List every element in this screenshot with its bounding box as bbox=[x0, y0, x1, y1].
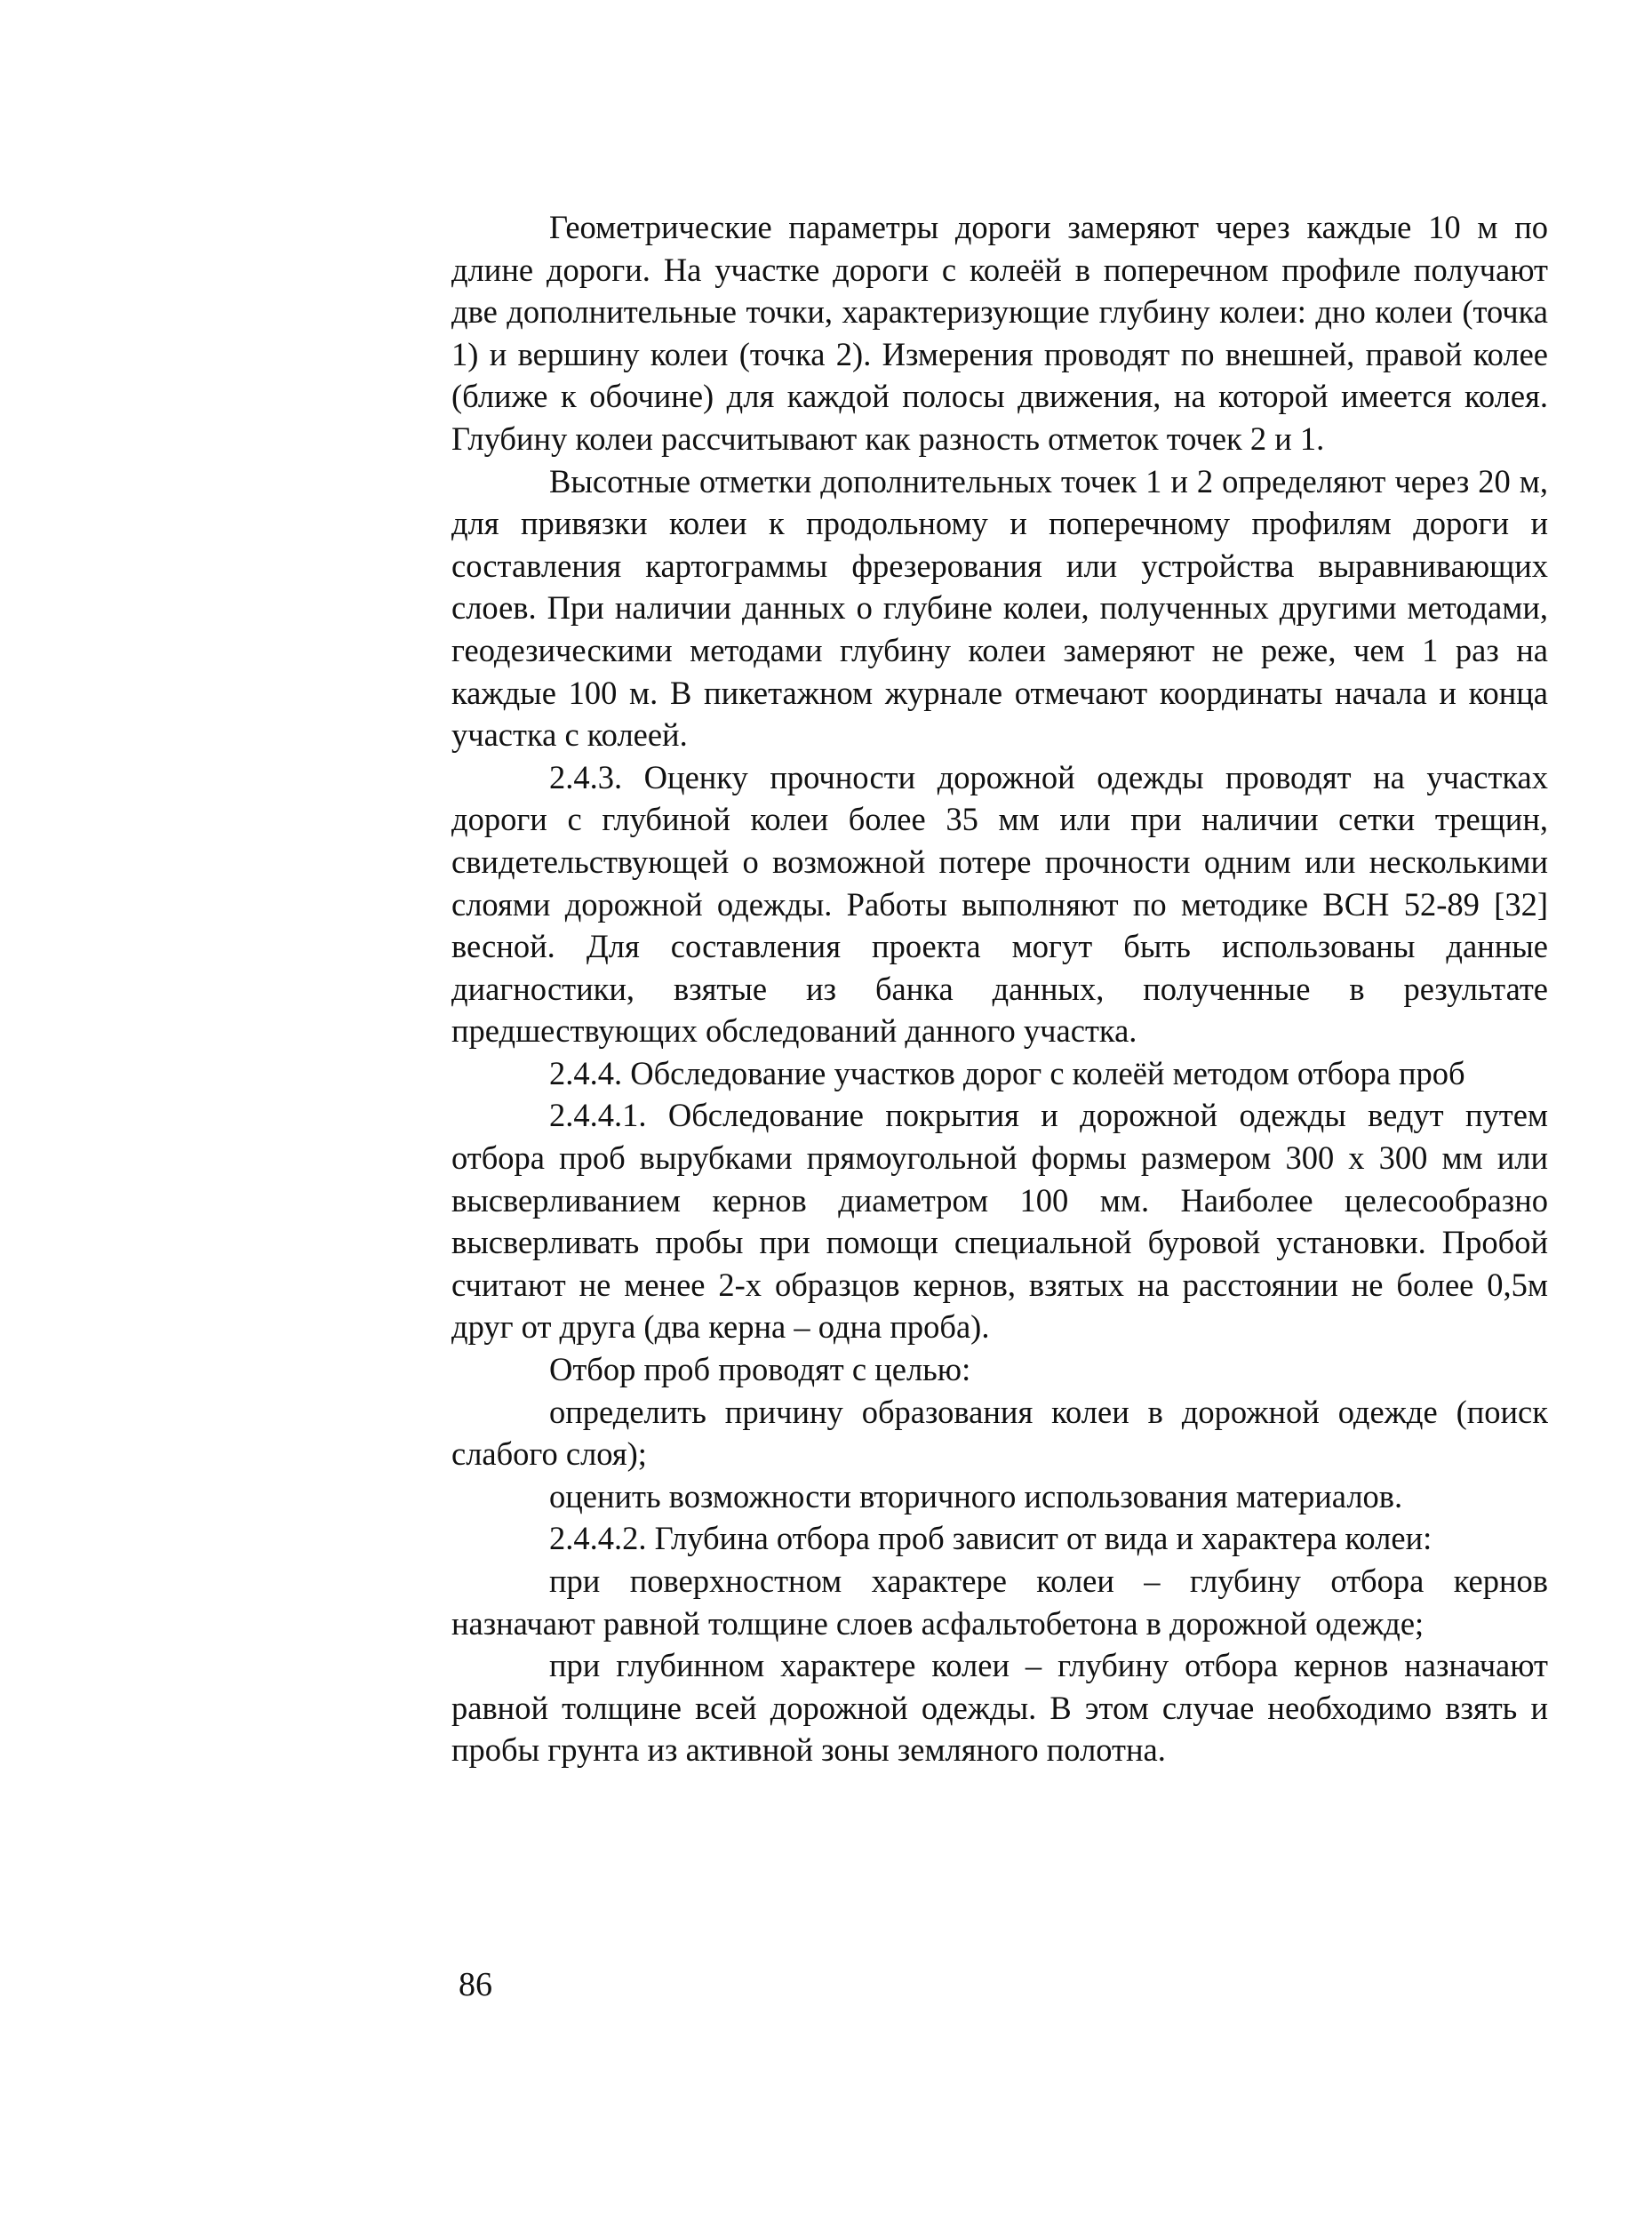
paragraph-surface-rut: при поверхностном характере колеи – глубину отбора кернов назначают равной толщине слоев асфальтобетона в дорожной одежде; bbox=[451, 1563, 1548, 1642]
page-body bbox=[451, 206, 1548, 1771]
paragraph-deep-rut: при глубинном характере колеи – глубину отбора кернов назначают равной толщине всей дорожной одежды. В этом случае необходимо взять и пробы грунта из активной зоны земляного полотна. bbox=[451, 1647, 1548, 1769]
paragraph-purpose-reuse: оценить возможности вторичного использования материалов. bbox=[549, 1477, 1403, 1515]
paragraph-section-2-4-4-heading: 2.4.4. Обследование участков дорог с колеёй методом отбора проб bbox=[549, 1054, 1465, 1091]
paragraph-section-2-4-4-2: 2.4.4.2. Глубина отбора проб зависит от вида и характера колеи: bbox=[549, 1520, 1433, 1557]
paragraph-purpose-cause: определить причину образования колеи в дорожной одежде (поиск слабого слоя); bbox=[451, 1393, 1548, 1473]
page-number: 86 bbox=[459, 1966, 492, 2003]
paragraph-measurement-geometry: Геометрические параметры дороги замеряют через каждые 10 м по длине дороги. На участке дороги с колеёй в поперечном профиле получают две дополнительные точки, характеризующие глубину колеи: дно колеи (точка 1) и вершину колеи (точка 2). Измерения проводят по внешней, правой колее (ближе к обочине) для каждой полосы движения, на которой имеется колея. Глубину колеи рассчитывают как разность отметок точек 2 и 1. bbox=[451, 209, 1548, 457]
paragraph-elevation-marks: Высотные отметки дополнительных точек 1 и 2 определяют через 20 м, для привязки колеи к продольному и поперечному профилям дороги и составления картограммы фрезерования или устройства выравнивающих слоев. При наличии данных о глубине колеи, полученных другими методами, геодезическими методами глубину колеи замеряют не реже, чем 1 раз на каждые 100 м. В пикетажном журнале отмечают координаты начала и конца участка с колеей. bbox=[451, 462, 1548, 754]
paragraph-section-2-4-3: 2.4.3. Оценку прочности дорожной одежды проводят на участках дороги с глубиной колеи более 35 мм или при наличии сетки трещин, свидетельствующей о возможной потере прочности одним или несколькими слоями дорожной одежды. Работы выполняют по методике ВСН 52-89 [32] весной. Для составления проекта могут быть использованы данные диагностики, взятые из банка данных, полученные в результате предшествующих обследований данного участка. bbox=[451, 758, 1548, 1050]
paragraph-sampling-purpose: Отбор проб проводят с целью: bbox=[549, 1351, 971, 1388]
paragraph-section-2-4-4-1: 2.4.4.1. Обследование покрытия и дорожной одежды ведут путем отбора проб вырубками прямоугольной формы размером 300 х 300 мм или высверливанием кернов диаметром 100 мм. Наиболее целесообразно высверливать пробы при помощи специальной буровой установки. Пробой считают не менее 2-х образцов кернов, взятых на расстоянии не более 0,5м друг от друга (два керна – одна проба). bbox=[451, 1097, 1548, 1346]
